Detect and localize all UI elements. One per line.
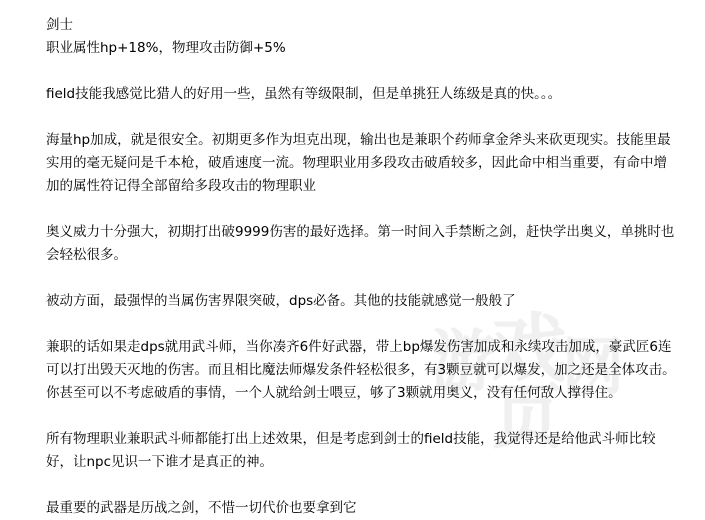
paragraph-2: 海量hp加成，就是很安全。初期更多作为坦克出现，输出也是兼职个药师拿金斧头来砍更现实。技能里最实用的毫无疑问是千本枪，破盾速度一流。物理职业用多段攻击破盾较多，因此命中相当重要，有命中增加的属性符记得全部留给多段攻击的物理职业 bbox=[46, 132, 671, 194]
paragraph-spacer bbox=[46, 405, 676, 428]
paragraph-4: 被动方面，最强悍的当属伤害界限突破，dps必备。其他的技能就感觉一般般了 bbox=[46, 293, 516, 309]
paragraph-spacer bbox=[46, 106, 676, 129]
paragraph-spacer bbox=[46, 474, 676, 497]
article-title: 剑士 bbox=[46, 17, 73, 33]
paragraph-spacer bbox=[46, 267, 676, 290]
paragraph-7: 最重要的武器是历战之剑，不惜一切代价也要拿到它 bbox=[46, 500, 357, 516]
paragraph-5-text: 兼职的话如果走dps就用武斗师，当你凑齐6件好武器，带上bp爆发伤害加成和永续攻击加成，豪武匠6连可以打出毁天灭地的伤害。而且相比魔法师爆发条件轻松很多，有3颗豆就可以爆发，加之还是全体攻击。你甚至可以不考虑破盾的事情，一个人就给剑士喂豆，够了3颗就用奥义，没有任何敌人撑得住。 bbox=[46, 339, 676, 401]
watermark-char-2: 戏 bbox=[492, 306, 566, 392]
article-body bbox=[46, 14, 676, 520]
watermark-char-3: 网 bbox=[562, 330, 625, 403]
paragraph-3: 奥义威力十分强大，初期打出破9999伤害的最好选择。第一时间入手禁断之剑，赶快学出奥义，单挑时也会轻松很多。 bbox=[46, 224, 675, 263]
paragraph-1: field技能我感觉比猎人的好用一些，虽然有等级限制，但是单挑狂人练级是真的快。。。 bbox=[46, 86, 562, 102]
paragraph-6: 所有物理职业兼职武斗师都能打出上述效果，但是考虑到剑士的field技能，我觉得还是给他武斗师比较好，让npc见识一下谁才是真正的神。 bbox=[46, 431, 656, 470]
paragraph-5 bbox=[46, 330, 676, 405]
article-subtitle: 职业属性hp+18%，物理攻击防御+5% bbox=[46, 40, 286, 56]
paragraph-spacer bbox=[46, 60, 676, 83]
paragraph-spacer bbox=[46, 198, 676, 221]
watermark-char-4: 页 bbox=[492, 375, 562, 458]
watermark-char-1: 游 bbox=[430, 322, 496, 400]
paragraph-spacer bbox=[46, 313, 676, 336]
